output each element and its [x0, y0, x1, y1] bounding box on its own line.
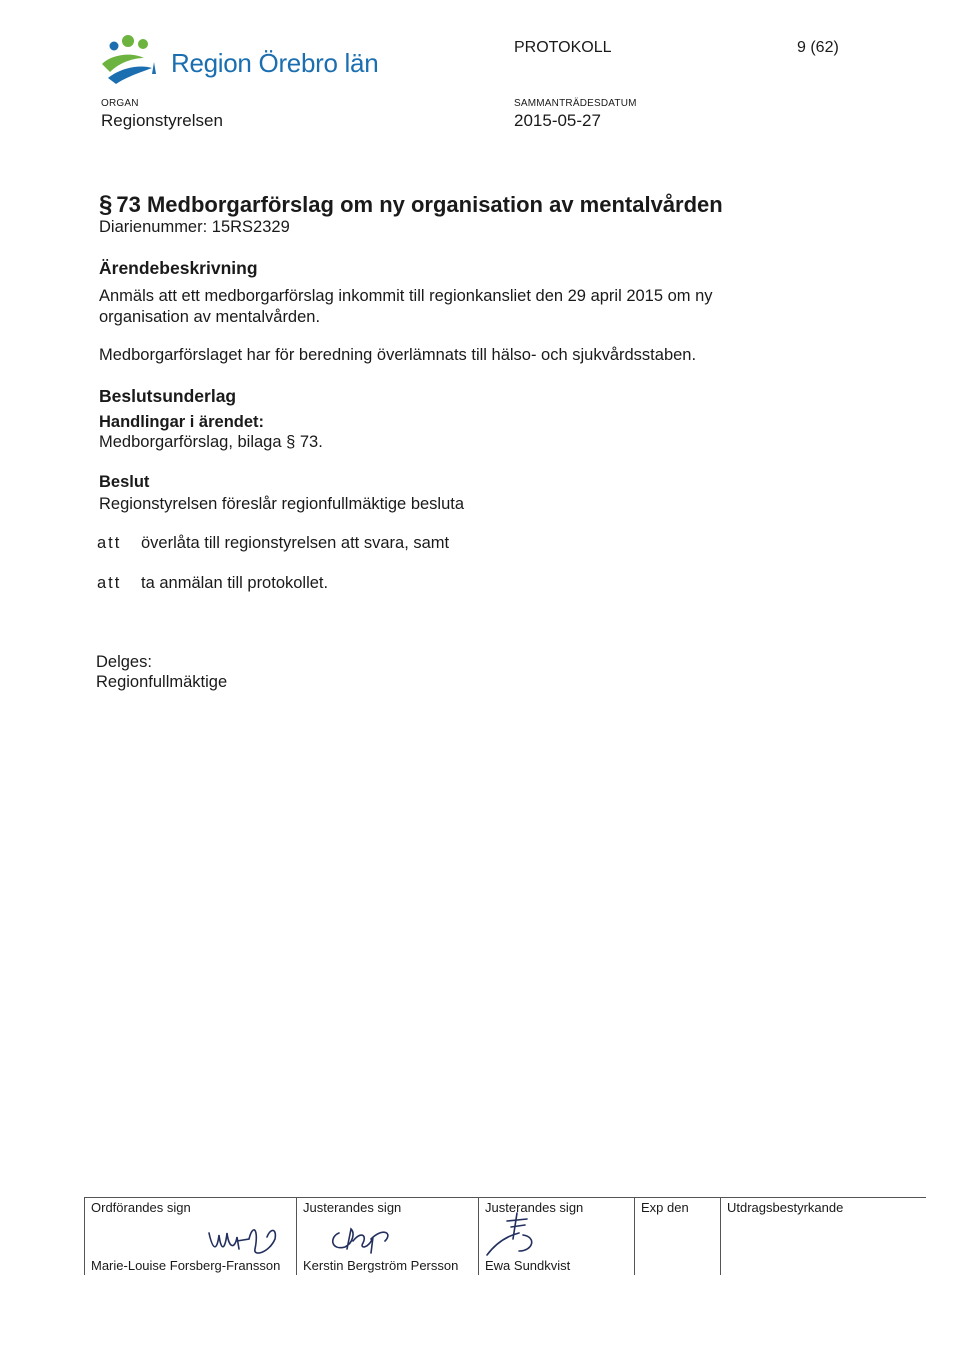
meeting-date-value: 2015-05-27 — [514, 111, 601, 130]
signature-cell-exp-date — [634, 1197, 721, 1275]
beslut-heading: Beslut — [99, 473, 150, 491]
signature-cell-header: Justerandes sign — [485, 1200, 584, 1215]
signature-cell-certification — [720, 1197, 927, 1275]
signature-cell-name: Kerstin Bergström Persson — [303, 1258, 459, 1273]
delges-recipient: Regionfullmäktige — [96, 673, 228, 691]
beslut-intro: Regionstyrelsen föreslår regionfullmäktige besluta — [99, 495, 465, 513]
handlingar-subheading: Handlingar i ärendet: — [99, 413, 265, 431]
arendebeskrivning-paragraph-1: Anmäls att ett medborgarförslag inkommit till regionkansliet den 29 april 2015 om ny organisation av mentalvården. — [99, 287, 713, 326]
section-title-text: 73 Medborgarförslag om ny organisation av mentalvården — [116, 192, 723, 217]
document-type: PROTOKOLL — [514, 39, 612, 56]
diarienummer: Diarienummer: 15RS2329 — [99, 218, 290, 236]
beslut-point-text: ta anmälan till protokollet. — [141, 574, 329, 592]
beslutsunderlag-heading: Beslutsunderlag — [99, 386, 237, 406]
signature-cell-name: Ewa Sundkvist — [485, 1258, 571, 1273]
signature-cell-header: Justerandes sign — [303, 1200, 402, 1215]
signature-cell-adjuster-2 — [478, 1197, 635, 1275]
signature-cell-adjuster-1 — [296, 1197, 479, 1275]
section-symbol: § — [99, 191, 113, 218]
beslut-point — [97, 574, 328, 593]
organ-label: ORGAN — [101, 98, 139, 109]
arendebeskrivning-paragraph-2: Medborgarförslaget har för beredning överlämnats till hälso- och sjukvårdsstaben. — [99, 346, 697, 364]
meeting-date-label: SAMMANTRÄDESDATUM — [514, 98, 637, 109]
organ-value: Regionstyrelsen — [101, 111, 223, 130]
handlingar-item: Medborgarförslag, bilaga § 73. — [99, 433, 323, 451]
signature-cell-chair — [84, 1197, 297, 1275]
organization-name: Region Örebro län — [171, 48, 379, 78]
beslut-point-marker: att — [97, 574, 122, 592]
beslut-point — [97, 534, 449, 553]
arendebeskrivning-heading: Ärendebeskrivning — [99, 258, 258, 278]
beslut-point-marker: att — [97, 534, 122, 552]
handwritten-signature-chair — [205, 1219, 285, 1259]
signature-table — [84, 1197, 926, 1275]
beslut-point-text: överlåta till regionstyrelsen att svara, samt — [141, 534, 450, 552]
handwritten-signature-adjuster-1 — [323, 1219, 403, 1259]
page-number: 9 (62) — [797, 39, 839, 56]
signature-cell-header: Utdragsbestyrkande — [727, 1200, 844, 1215]
delges-label: Delges: — [96, 653, 152, 671]
section-title — [99, 191, 723, 219]
signature-cell-header: Ordförandes sign — [91, 1200, 191, 1215]
signature-cell-name: Marie-Louise Forsberg-Fransson — [91, 1258, 281, 1273]
region-orebro-logo — [98, 34, 158, 86]
signature-cell-header: Exp den — [641, 1200, 689, 1215]
handwritten-signature-adjuster-2 — [483, 1211, 553, 1259]
